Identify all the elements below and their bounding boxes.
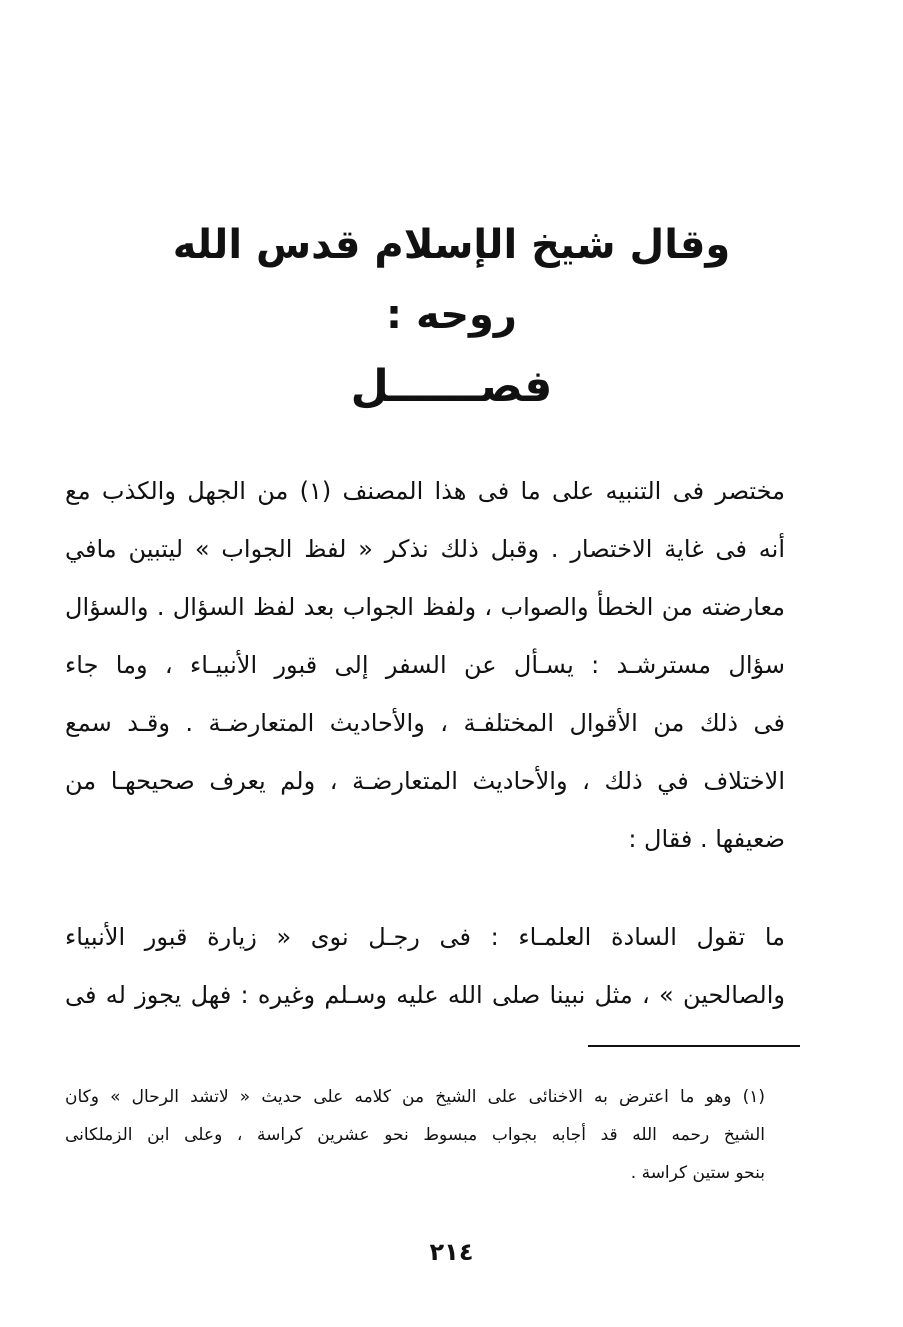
text-line: سؤال مسترشـد : يسـأل عن السفر إلى قبور الأنبيـاء ، وما جاء — [65, 651, 785, 679]
page-number: ٢١٤ — [429, 1238, 474, 1266]
paragraph-intro — [65, 462, 785, 868]
text-line: مختصر فى التنبيه على ما فى هذا المصنف (١) من الجهل والكذب مع — [65, 477, 785, 505]
text-line: فى ذلك من الأقوال المختلفـة ، والأحاديث المتعارضـة . وقـد سمع — [65, 709, 785, 737]
chapter-heading: وقال شيخ الإسلام قدس الله روحه : — [172, 222, 731, 338]
text-line: ما تقول السادة العلمـاء : فى رجـل نوى « زيارة قبور الأنبياء — [65, 923, 785, 951]
footnote-line: بنحو ستين كراسة . — [630, 1163, 765, 1183]
footnote-separator — [588, 1045, 800, 1047]
text-line: والصالحين » ، مثل نبينا صلى الله عليه وسـلم وغيره : فهل يجوز له فى — [65, 981, 785, 1009]
text-line: معارضته من الخطأ والصواب ، ولفظ الجواب بعد لفظ السؤال . والسؤال — [65, 593, 785, 621]
text-line: ضعيفها . فقال : — [628, 825, 785, 853]
text-line: أنه فى غاية الاختصار . وقبل ذلك نذكر « لفظ الجواب » ليتبين مافي — [65, 535, 785, 563]
footnote-line: (١) وهو ما اعترض به الاخنائى على الشيخ من كلامه على حديث « لاتشد الرحال » وكان — [65, 1087, 765, 1107]
footnote — [65, 1078, 765, 1192]
section-title: فصــــــل — [350, 361, 553, 412]
footnote-line: الشيخ رحمه الله قد أجابه بجواب مبسوط نحو عشرين كراسة ، وعلى ابن الزملكانى — [65, 1125, 765, 1145]
text-line: الاختلاف في ذلك ، والأحاديث المتعارضـة ، ولم يعرف صحيحهـا من — [65, 767, 785, 795]
paragraph-question — [65, 908, 785, 1024]
